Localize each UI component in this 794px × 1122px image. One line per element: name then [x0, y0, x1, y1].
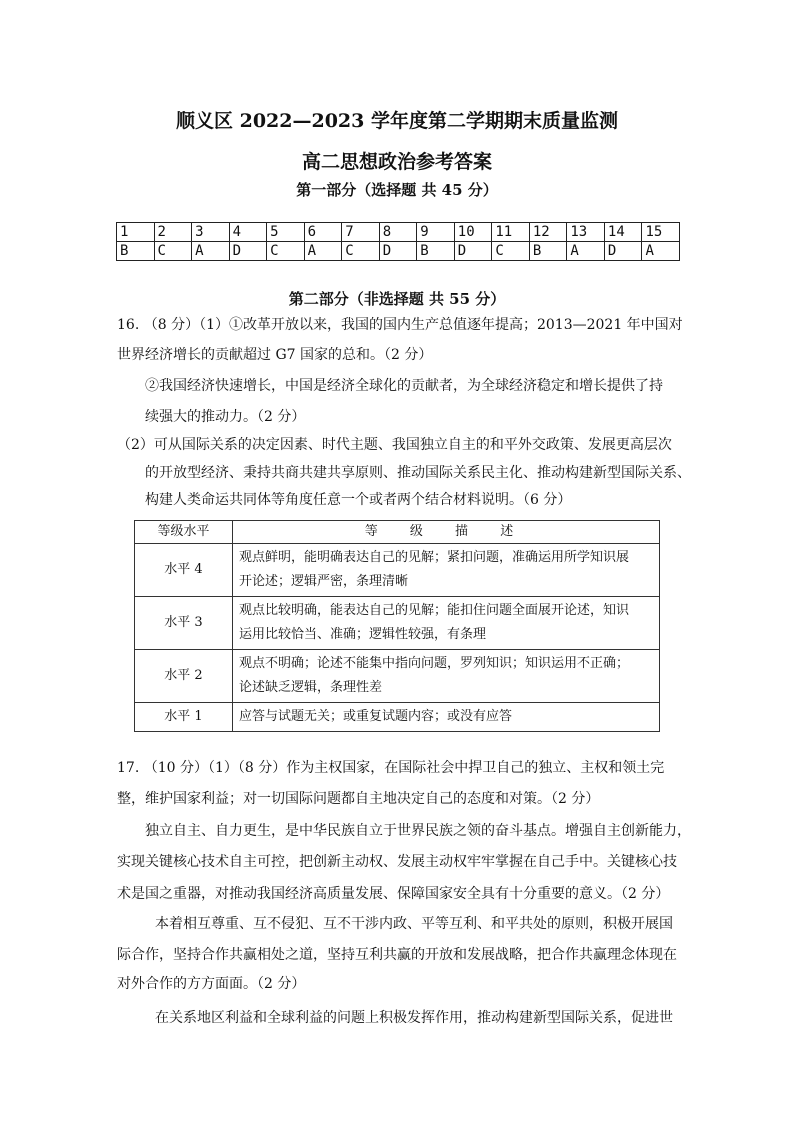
- rubric-desc: [233, 703, 660, 732]
- q17-line: 术是国之重器，对推动我国经济高质量发展、保障国家安全具有十分重要的意义。（2 分）: [117, 886, 670, 902]
- question-number: 5: [267, 223, 305, 242]
- part1-heading: 第一部分（选择题 共 45 分）: [296, 181, 498, 199]
- answer-cell: D: [229, 242, 267, 261]
- question-number-row: [117, 223, 680, 242]
- question-number: 7: [342, 223, 380, 242]
- rubric-desc-line: 开论述；逻辑严密，条理清晰: [239, 574, 409, 589]
- q17-line: 对外合作的方方面面。（2 分）: [117, 976, 306, 992]
- answer-row: [117, 242, 680, 261]
- q16-line: 世界经济增长的贡献超过 G7 国家的总和。（2 分）: [117, 347, 433, 363]
- question-number: 14: [604, 223, 642, 242]
- question-number: 13: [567, 223, 605, 242]
- answer-cell: C: [154, 242, 192, 261]
- q16-line: 构建人类命运共同体等角度任意一个或者两个结合材料说明。（6 分）: [145, 492, 572, 508]
- answer-cell: C: [492, 242, 530, 261]
- level-rubric-table: [134, 520, 660, 732]
- answer-cell: A: [567, 242, 605, 261]
- q17-line: 本着相互尊重、互不侵犯、互不干涉内政、平等互利、和平共处的原则，积极开展国: [155, 916, 673, 932]
- rubric-row: [135, 544, 660, 597]
- q16-line: ②我国经济快速增长，中国是经济全球化的贡献者，为全球经济稳定和增长提供了持: [145, 378, 663, 394]
- rubric-desc: [233, 597, 660, 650]
- answer-cell: D: [379, 242, 417, 261]
- rubric-desc-line: 观点比较明确，能表达自己的见解；能扣住问题全面展开论述，知识: [239, 603, 630, 618]
- q17-line: 实现关键核心技术自主可控，把创新主动权、发展主动权牢牢掌握在自己手中。关键核心技: [117, 854, 677, 870]
- answer-cell: B: [529, 242, 567, 261]
- rubric-row: [135, 703, 660, 732]
- part2-heading: 第二部分（非选择题 共 55 分）: [288, 290, 506, 308]
- page-title: 顺义区 2022—2023 学年度第二学期期末质量监测: [176, 110, 618, 132]
- q16-line: 续强大的推动力。（2 分）: [145, 409, 306, 425]
- question-number: 3: [192, 223, 230, 242]
- rubric-level: 水平 2: [135, 650, 233, 703]
- answer-cell: C: [342, 242, 380, 261]
- rubric-level: 水平 3: [135, 597, 233, 650]
- rubric-desc: [233, 544, 660, 597]
- answer-cell: A: [642, 242, 680, 261]
- answer-table: [116, 222, 680, 261]
- rubric-desc-line: 论述缺乏逻辑，条理性差: [239, 680, 383, 695]
- question-number: 12: [529, 223, 567, 242]
- answer-cell: B: [417, 242, 455, 261]
- q17-line: 17. （10 分）（1）（8 分）作为主权国家，在国际社会中捍卫自己的独立、主权和领土完: [117, 760, 665, 776]
- rubric-desc: [233, 650, 660, 703]
- q16-line: 的开放型经济、秉持共商共建共享原则、推动国际关系民主化、推动构建新型国际关系、: [145, 465, 691, 481]
- q17-line: 独立自主、自力更生，是中华民族自立于世界民族之领的奋斗基点。增强自主创新能力，: [145, 823, 691, 839]
- rubric-desc-line: 观点不明确；论述不能集中指向问题，罗列知识；知识运用不正确；: [239, 656, 630, 671]
- answer-cell: A: [304, 242, 342, 261]
- rubric-desc-line: 观点鲜明，能明确表达自己的见解；紧扣问题，准确运用所学知识展: [239, 550, 630, 565]
- question-number: 11: [492, 223, 530, 242]
- answer-cell: B: [117, 242, 155, 261]
- question-number: 6: [304, 223, 342, 242]
- rubric-desc-line: 应答与试题无关；或重复试题内容；或没有应答: [239, 709, 513, 724]
- answer-cell: C: [267, 242, 305, 261]
- rubric-desc-line: 运用比较恰当、准确；逻辑性较强，有条理: [239, 627, 487, 642]
- rubric-row: [135, 597, 660, 650]
- question-number: 9: [417, 223, 455, 242]
- question-number: 4: [229, 223, 267, 242]
- q17-line: 整，维护国家利益；对一切国际问题都自主地决定自己的态度和对策。（2 分）: [117, 791, 600, 807]
- rubric-level: 水平 4: [135, 544, 233, 597]
- q16-line: 16. （8 分）（1）①改革开放以来，我国的国内生产总值逐年提高；2013—2021 年中国对: [117, 317, 683, 333]
- question-number: 2: [154, 223, 192, 242]
- rubric-header-level: 等级水平: [135, 521, 233, 544]
- question-number: 1: [117, 223, 155, 242]
- q17-line: 际合作，坚持合作共赢相处之道，坚持互利共赢的开放和发展战略，把合作共赢理念体现在: [117, 947, 677, 963]
- answer-cell: D: [604, 242, 642, 261]
- answer-cell: D: [454, 242, 492, 261]
- question-number: 10: [454, 223, 492, 242]
- rubric-row: [135, 650, 660, 703]
- page-subtitle: 高二思想政治参考答案: [301, 151, 492, 173]
- rubric-level: 水平 1: [135, 703, 233, 732]
- rubric-header-desc: 等 级 描 述: [233, 521, 660, 544]
- answer-cell: A: [192, 242, 230, 261]
- question-number: 8: [379, 223, 417, 242]
- q16-line: （2）可从国际关系的决定因素、时代主题、我国独立自主的和平外交政策、发展更高层次: [117, 437, 672, 453]
- question-number: 15: [642, 223, 680, 242]
- q17-line: 在关系地区利益和全球利益的问题上积极发挥作用，推动构建新型国际关系，促进世: [155, 1010, 673, 1026]
- rubric-header-row: [135, 521, 660, 544]
